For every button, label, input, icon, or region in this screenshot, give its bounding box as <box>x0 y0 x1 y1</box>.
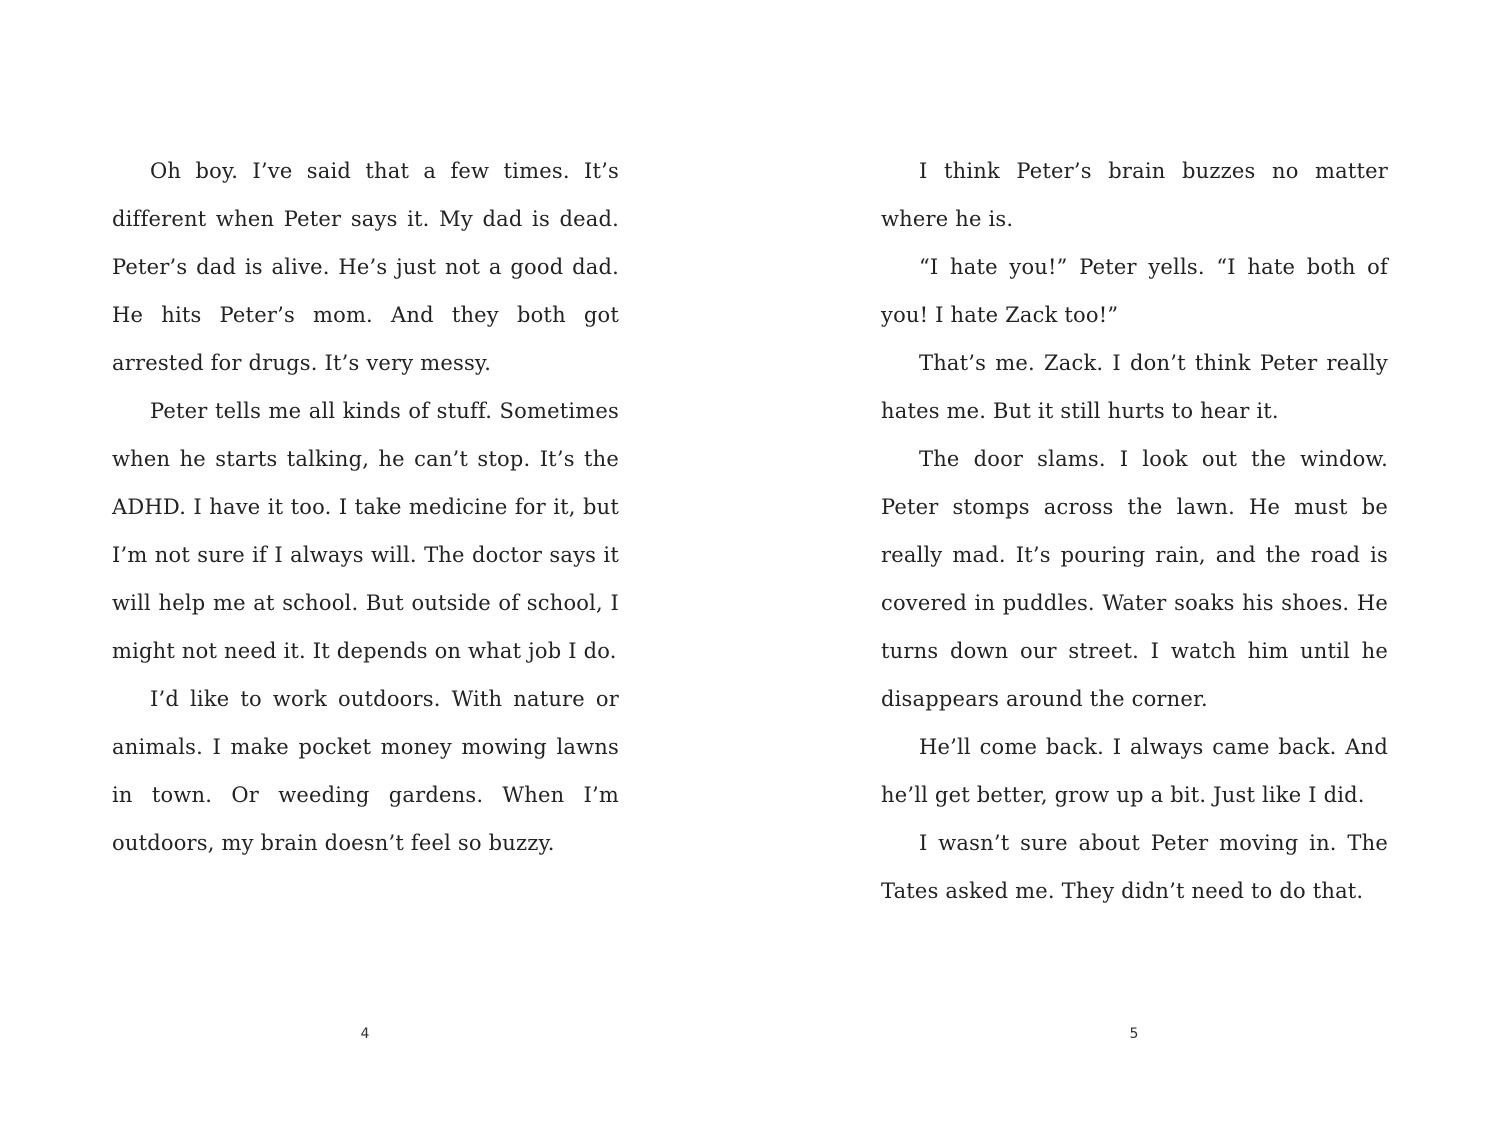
right-page-body <box>881 147 1388 915</box>
page-number: 4 <box>360 1026 370 1042</box>
paragraph: Oh boy. I’ve said that a few times. It’s different when Peter says it. My dad is dead. Peter’s dad is alive. He’s just not a good dad. He hits Peter’s mom. And they both got arrested for drugs. It’s very messy. <box>112 159 619 375</box>
right-page <box>750 0 1500 1125</box>
paragraph: I think Peter’s brain buzzes no matter where he is. <box>881 159 1388 231</box>
paragraph: He’ll come back. I always came back. And he’ll get better, grow up a bit. Just like I did. <box>881 735 1388 807</box>
paragraph: Peter tells me all kinds of stuff. Sometimes when he starts talking, he can’t stop. It’s the ADHD. I have it too. I take medicine for it, but I’m not sure if I always will. The doctor says it will help me at school. But outside of school, I might not need it. It depends on what job I do. <box>112 399 619 663</box>
paragraph: I wasn’t sure about Peter moving in. The Tates asked me. They didn’t need to do that. <box>881 831 1388 903</box>
page-number: 5 <box>1129 1026 1139 1042</box>
left-page-body <box>112 147 619 867</box>
paragraph: The door slams. I look out the window. Peter stomps across the lawn. He must be really mad. It’s pouring rain, and the road is covered in puddles. Water soaks his shoes. He turns down our street. I watch him until he disappears around the corner. <box>881 447 1388 711</box>
paragraph: “I hate you!” Peter yells. “I hate both of you! I hate Zack too!” <box>881 255 1388 327</box>
paragraph: I’d like to work outdoors. With nature or animals. I make pocket money mowing lawns in town. Or weeding gardens. When I’m outdoors, my brain doesn’t feel so buzzy. <box>112 687 619 855</box>
paragraph: That’s me. Zack. I don’t think Peter really hates me. But it still hurts to hear it. <box>881 351 1388 423</box>
